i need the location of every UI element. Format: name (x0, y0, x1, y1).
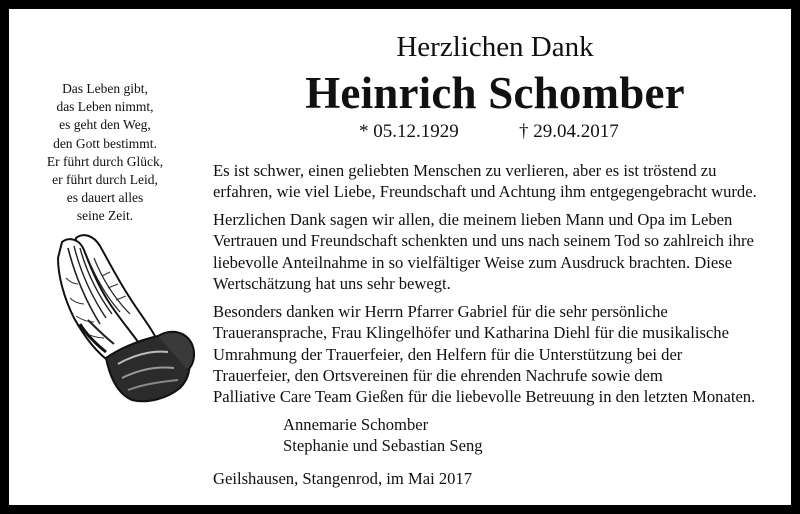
notice-title: Herzlichen Dank (396, 31, 594, 63)
text-line: erfahren, wie viel Liebe, Freundschaft und Achtung ihm entgegengebracht wurde. (213, 182, 757, 202)
poem-line: seine Zeit. (76, 208, 134, 224)
text-line: Palliative Care Team Gießen für die liebevolle Betreuung in den letzten Monaten. (213, 387, 756, 407)
poem (30, 80, 180, 226)
signature (283, 414, 483, 457)
poem-line: Er führt durch Glück, (46, 153, 164, 169)
death-date: † 29.04.2017 (519, 121, 619, 142)
poem-line: es dauert alles (66, 190, 144, 206)
place-date: Geilshausen, Stangenrod, im Mai 2017 (213, 469, 473, 488)
birth-date: * 05.12.1929 (359, 121, 459, 142)
signature-line: Stephanie und Sebastian Seng (283, 436, 483, 456)
text-line: Wertschätzung hat uns sehr bewegt. (213, 273, 451, 293)
text-line: Es ist schwer, einen geliebten Menschen zu verlieren, aber es ist tröstend zu (213, 161, 717, 180)
text-line: liebevolle Anteilnahme in so vielfältiger Weise zum Ausdruck brachten. Diese (213, 252, 733, 272)
text-line: Umrahmung der Trauerfeier, den Helfern für die Unterstützung bei der (213, 344, 683, 364)
paragraph-2 (213, 209, 783, 294)
paragraph-3 (213, 301, 783, 407)
text-line: Traueransprache, Frau Klingelhöfer und Katharina Diehl für die musikalische (213, 323, 729, 343)
text-line: Herzlichen Dank sagen wir allen, die meinem lieben Mann und Opa im Leben (213, 210, 733, 229)
poem-line: das Leben nimmt, (56, 99, 154, 115)
deceased-name: Heinrich Schomber (305, 68, 685, 118)
praying-hands-icon (40, 228, 200, 413)
poem-line: den Gott bestimmt. (53, 135, 157, 151)
paragraph-1 (213, 160, 783, 203)
poem-line: er führt durch Leid, (52, 172, 158, 188)
text-line: Vertrauen und Freundschaft schenkten und uns nach seinem Tod so zahlreich ihre (213, 231, 754, 251)
poem-line: Das Leben gibt, (62, 81, 148, 96)
signature-line: Annemarie Schomber (283, 415, 429, 434)
text-line: Trauerfeier, den Ortsvereinen für die ehrenden Nachrufe sowie dem (213, 365, 663, 385)
text-line: Besonders danken wir Herrn Pfarrer Gabriel für die sehr persönliche (213, 302, 668, 321)
poem-line: es geht den Weg, (59, 117, 151, 133)
